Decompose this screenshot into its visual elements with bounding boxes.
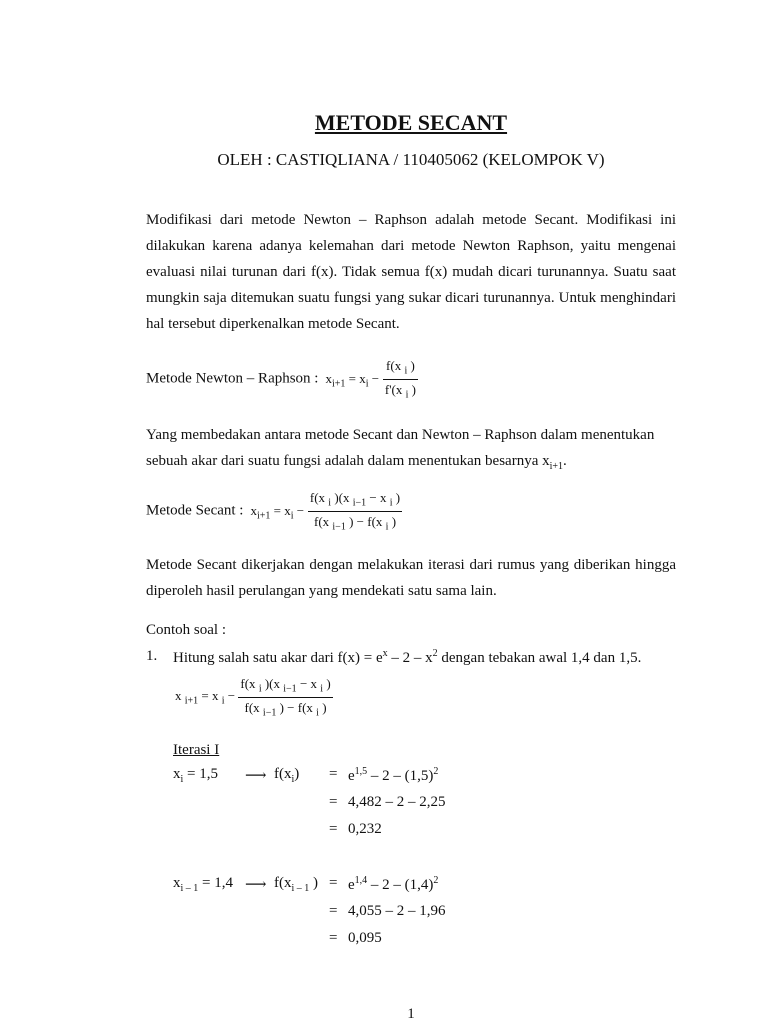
intro-paragraph: Modifikasi dari metode Newton – Raphson adalah metode Secant. Modifikasi ini dilakukan karena adanya kelemahan dari metode Newton Raphson, yaitu mengenai evaluasi nilai turunan dari f(x). Tidak semua f(x) mudah dicari turunannya. Suatu saat mungkin saja ditemukan suatu fungsi yang sukar dicari turunannya. Untuk menghindari hal tersebut diperkenalkan metode Secant. xyxy=(146,212,676,332)
example-secant-fraction: $\frac{f(x _i )(x _{i-1} - x _i )}{f(x _{i-1} ) - f(x _i )}$ xyxy=(240,676,331,719)
secant-fraction: $\frac{f(x _i )(x _{i-1} - x _i )}{f(x _{i-1} ) - f(x _i )}$ xyxy=(309,490,401,533)
xi-label: $x_i = 1,5$ xyxy=(173,766,218,785)
iteration-heading: Iterasi I xyxy=(173,742,220,758)
eq-6: = xyxy=(329,930,338,946)
eq-5: = xyxy=(329,903,338,919)
difference-subscript: i+1 xyxy=(549,461,564,472)
f-xi-label: $f(x_i)$ xyxy=(274,766,300,785)
newton-fraction: $\frac{f(x _i )}{f'(x _i )}$ xyxy=(384,358,417,401)
arrow-2: ⟶ xyxy=(245,877,267,893)
newton-formula: Metode Newton – Raphson : $x_{i+1} = x_i$ − $\frac{f(x _i )}{f'(x _i )}$ xyxy=(146,358,417,401)
step-6: 0,095 xyxy=(348,930,382,946)
difference-paragraph: Yang membedakan antara metode Secant dan Newton – Raphson dalam menentukan sebuah akar dari suatu fungsi adalah dalam menentukan besarnya $x_{i+1}$. xyxy=(146,427,655,472)
problem-number: 1. xyxy=(146,648,158,664)
step-2: 4,482 – 2 – 2,25 xyxy=(348,794,446,810)
page-title: METODE SECANT xyxy=(314,110,508,135)
problem-text-b: – 2 – x xyxy=(387,650,433,666)
example-heading: Contoh soal : xyxy=(146,622,227,638)
problem-statement: Hitung salah satu akar dari $f(x) = e^x - 2 - x^2$ dengan tebakan awal 1,4 dan 1,5. xyxy=(173,648,642,666)
author-line: OLEH : CASTIQLIANA / 110405062 (KELOMPOK V) xyxy=(217,150,605,169)
xim1-label: $x_{i - 1} = 1,4$ xyxy=(173,875,233,894)
secant-formula: Metode Secant : $x_{i+1} = x_i$ − $\frac{f(x _i )(x _{i-1} - x _i )}{f(x _{i-1} ) - f(x _i )}$ xyxy=(146,490,401,533)
step-3: 0,232 xyxy=(348,821,382,837)
f-xim1-label: $f(x_{i - 1}$ ) xyxy=(274,875,319,894)
page-number: 1 xyxy=(407,1006,415,1022)
secant-description: Metode Secant dikerjakan dengan melakukan iterasi dari rumus yang diberikan hingga diperoleh hasil perulangan yang mendekati satu sama lain. xyxy=(146,557,676,599)
eq-1: = xyxy=(329,766,338,782)
secant-label: Metode Secant : xyxy=(146,502,244,519)
difference-line-1: Yang membedakan antara metode Secant dan Newton – Raphson dalam menentukan xyxy=(146,427,655,443)
eq-3: = xyxy=(329,821,338,837)
problem-text-c: dengan tebakan awal 1,4 dan 1,5. xyxy=(437,650,642,666)
difference-line-2: sebuah akar dari suatu fungsi adalah dalam menentukan besarnya x xyxy=(146,453,550,469)
example-secant-formula: x $_{i+1}$ = x $_i$ − $\frac{f(x _i )(x _{i-1} - x _i )}{f(x _{i-1} ) - f(x _i )}$ xyxy=(175,676,331,719)
newton-label: Metode Newton – Raphson : xyxy=(146,370,319,387)
problem-text-a: Hitung salah satu akar dari f(x) = e xyxy=(173,650,383,666)
eq-4: = xyxy=(329,875,338,891)
eq-2: = xyxy=(329,794,338,810)
step-1: $e^{1,5} - 2 - (1,5)^2$ xyxy=(348,766,439,784)
step-5: 4,055 – 2 – 1,96 xyxy=(348,903,446,919)
arrow-1: ⟶ xyxy=(245,768,267,784)
step-4: $e^{1,4} - 2 - (1,4)^2$ xyxy=(348,875,439,893)
